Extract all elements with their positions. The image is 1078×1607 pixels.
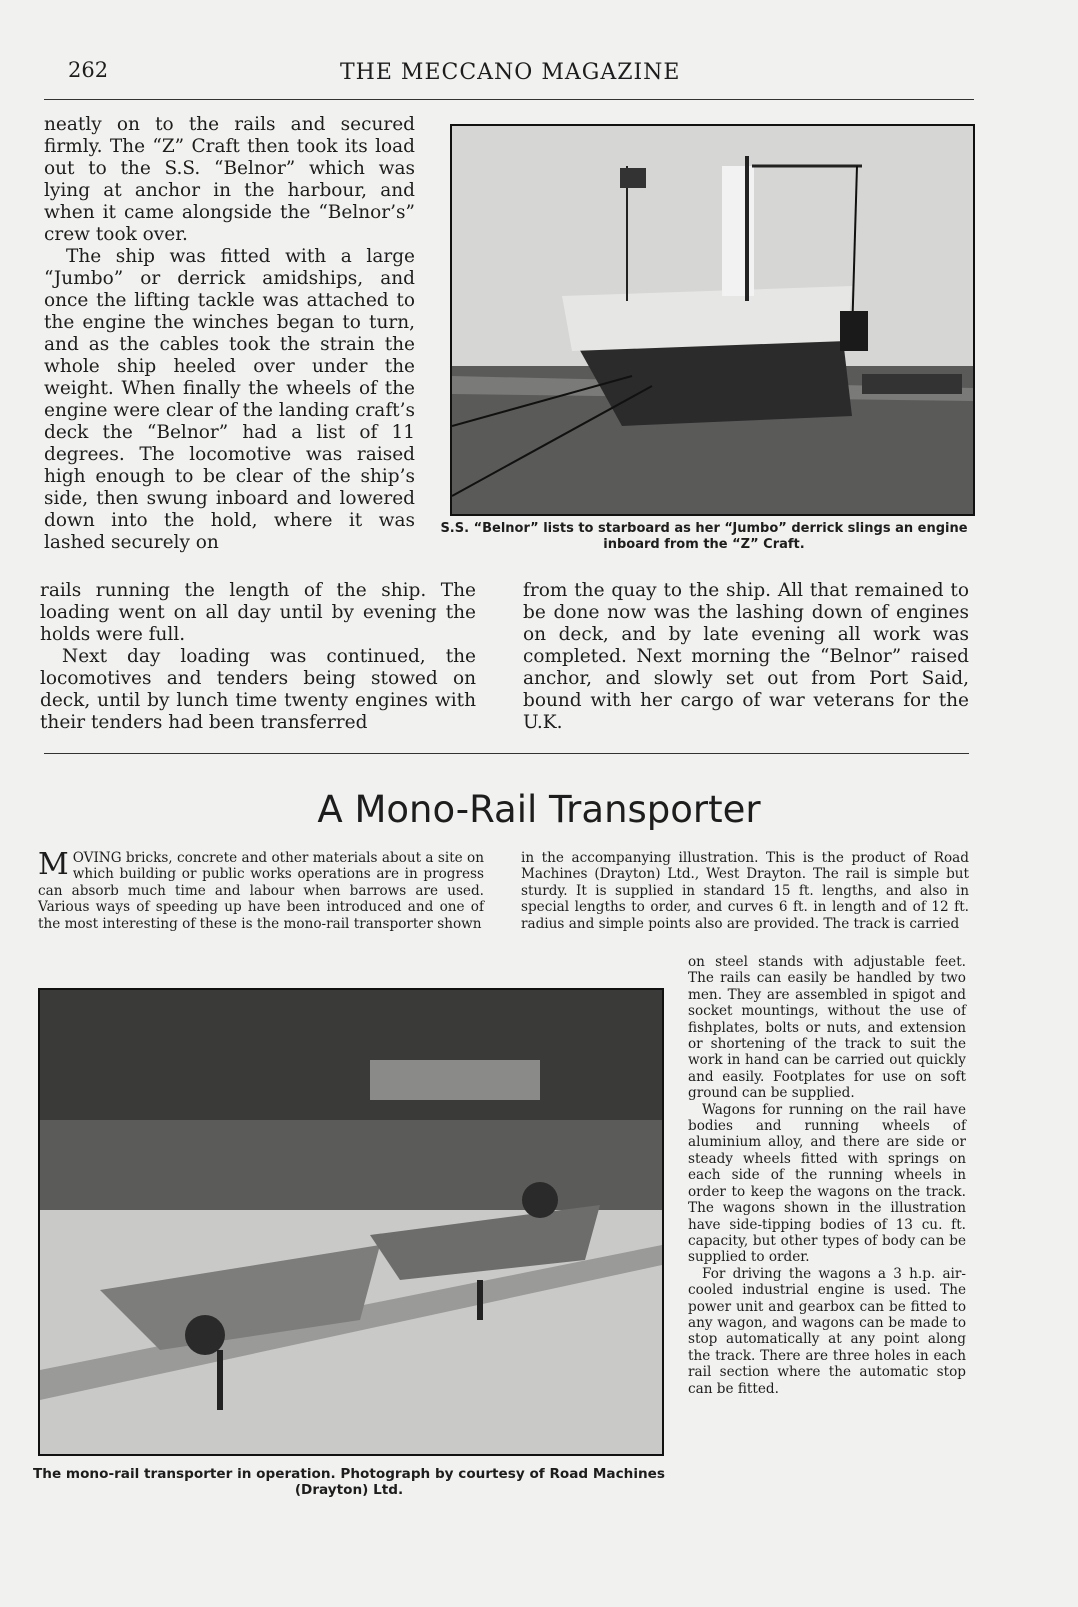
monorail-paragraph: on steel stands with adjustable feet. The rails can easily be handled by two men. They are assembled in spigot and socket mountings, without the use of fishplates, bolts or nuts, and extension or shortening of the track to suit the work in hand can be carried out quickly and easily. Footplates for use on soft ground can be supplied. [688,954,966,1102]
header-rule [44,99,974,100]
monorail-paragraph: Wagons for running on the rail have bodies and running wheels of aluminium alloy, and there are side or steady wheels fitted with springs on each side of the running wheels in order to keep the wagons on the track. The wagons shown in the illustration have side-tipping bodies of 13 cu. ft. capacity, but other types of body can be supplied to order. [688,1101,966,1266]
belnor-paragraph: from the quay to the ship. All that remained to be done now was the lashing down of engines on deck, and by late evening all work was completed. Next morning the “Belnor” raised anchor, and slowly set out from Port Said, bound with her cargo of war veterans for the U.K. [523,580,969,733]
monorail-transporter-photo [38,988,664,1456]
monorail-paragraph: For driving the wagons a 3 h.p. air-cooled industrial engine is used. The power unit and gearbox can be fitted to any wagon, and wagons can be made to stop automatically at any point along the track. There are three holes in each rail section where the automatic stop can be fitted. [688,1265,966,1397]
monorail-paragraph: OVING bricks, concrete and other materials about a site on which building or public works operations are in progress can absorb much time and labour when barrows are used. Various ways of speeding up have been introduced and one of the most interesting of these is the mono-rail transporter shown [38,850,484,932]
monorail-illustration [40,990,662,1454]
belnor-paragraph: Next day loading was continued, the locomotives and tenders being stowed on deck, until by lunch time twenty engines with their tenders had been transferred [40,646,476,733]
belnor-paragraph: rails running the length of the ship. The loading went on all day until by evening the holds were full. [40,580,476,645]
monorail-intro-right [521,850,969,932]
drop-cap: M [38,847,69,882]
belnor-paragraph: The ship was fitted with a large “Jumbo” or derrick amidships, and once the lifting tackle was attached to the engine the winches began to turn, and as the cables took the strain the whole ship heeled over under the weight. When finally the wheels of the engine were clear of the landing craft’s deck the “Belnor” had a list of 11 degrees. The locomotive was raised high enough to be clear of the ship’s side, then swung inboard and lowered down into the hold, where it was lashed securely on [44,246,415,553]
belnor-column-upper [44,114,415,554]
belnor-column-lower-left [40,580,476,734]
belnor-photo-caption: S.S. “Belnor” lists to starboard as her “Jumbo” derrick slings an engine inboard from the “Z” Craft. [440,521,968,552]
monorail-paragraph: in the accompanying illustration. This is the product of Road Machines (Drayton) Ltd., West Drayton. The rail is simple but sturdy. It is supplied in standard 15 ft. lengths, and also in special lengths to order, and curves 6 ft. in length and of 12 ft. radius and simple points also are provided. The track is carried [521,850,969,932]
monorail-photo-caption: The mono-rail transporter in operation. Photograph by courtesy of Road Machines (Drayton) Ltd. [33,1466,665,1498]
monorail-intro-left [38,847,484,932]
ship-illustration [452,126,973,514]
running-title: THE MECCANO MAGAZINE [340,60,681,85]
belnor-paragraph: neatly on to the rails and secured firmly. The “Z” Craft then took its load out to the S.S. “Belnor” which was lying at anchor in the harbour, and when it came alongside the “Belnor’s” crew took over. [44,114,415,245]
article-headline: A Mono-Rail Transporter [317,788,761,831]
article-divider [44,753,969,754]
belnor-column-lower-right [523,580,969,734]
page-number: 262 [68,58,109,82]
belnor-ship-photo [450,124,975,516]
monorail-side-column [688,954,966,1397]
